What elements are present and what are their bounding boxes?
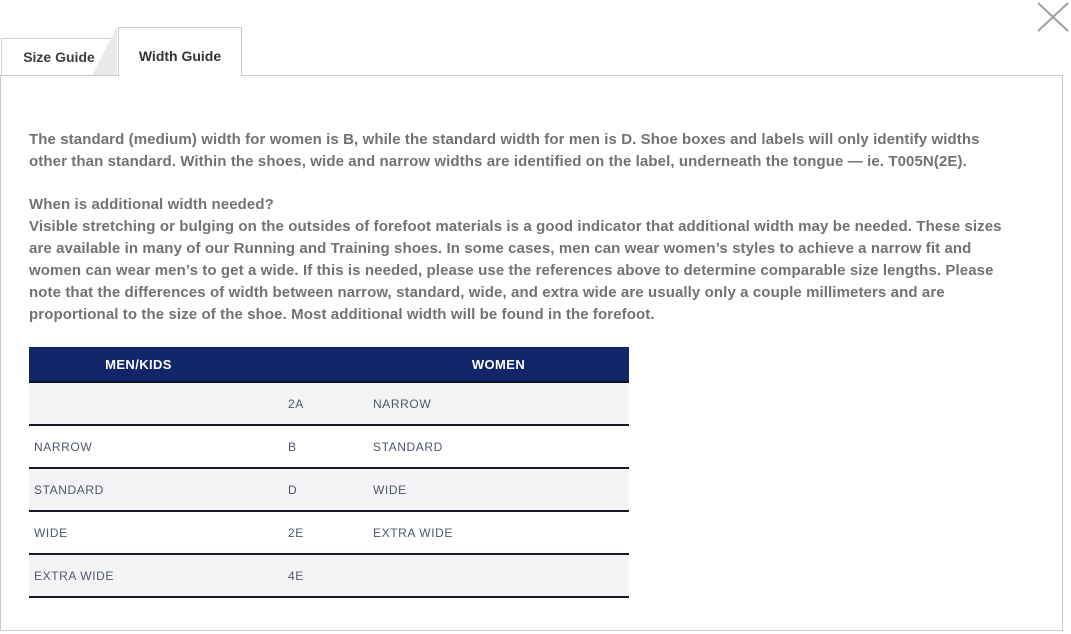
cell-men-label: WIDE: [29, 511, 248, 554]
header-women: WOMEN: [368, 347, 629, 382]
cell-men-label: STANDARD: [29, 468, 248, 511]
cell-width-code: 4E: [248, 554, 368, 597]
header-men-kids: MEN/KIDS: [29, 347, 248, 382]
width-comparison-table: [29, 347, 629, 598]
intro-paragraph: The standard (medium) width for women is B, while the standard width for men is D. Shoe boxes and labels will only identify widths other than standard. Within the shoes, wide and narrow widths are identified on the label, underneath the tongue — ie. T005N(2E).: [29, 131, 980, 170]
additional-width-answer: Visible stretching or bulging on the outsides of forefoot materials is a good indicator that additional width may be needed. These sizes are available in many of our Running and Training shoes. In some cases, men can wear women’s styles to achieve a narrow fit and women can wear men’s to get a wide. If this is needed, please use the references above to determine comparable size lengths. Please note that the differences of width between narrow, standard, wide, and extra wide are usually only a couple millimeters and are proportional to the size of the shoe. Most additional width will be found in the forefoot.: [29, 218, 1002, 323]
cell-women-label: [368, 554, 629, 597]
cell-width-code: 2E: [248, 511, 368, 554]
table-row: [29, 468, 629, 511]
header-spacer: [248, 347, 368, 382]
cell-width-code: B: [248, 425, 368, 468]
cell-men-label: EXTRA WIDE: [29, 554, 248, 597]
close-button[interactable]: [1036, 1, 1070, 33]
close-icon: [1036, 1, 1070, 33]
cell-women-label: NARROW: [368, 382, 629, 425]
tab-size-guide-label: Size Guide: [23, 49, 95, 65]
additional-width-question: When is additional width needed?: [29, 196, 274, 213]
table-row: [29, 425, 629, 468]
cell-women-label: EXTRA WIDE: [368, 511, 629, 554]
table-row: [29, 382, 629, 425]
table-row: [29, 554, 629, 597]
additional-width-paragraph: [29, 194, 1019, 326]
table-header-row: [29, 347, 629, 382]
cell-width-code: 2A: [248, 382, 368, 425]
cell-women-label: STANDARD: [368, 425, 629, 468]
table-row: [29, 511, 629, 554]
tab-width-guide[interactable]: [118, 27, 242, 76]
tab-width-guide-label: Width Guide: [138, 48, 222, 64]
width-guide-panel: [0, 75, 1063, 631]
cell-men-label: NARROW: [29, 425, 248, 468]
cell-women-label: WIDE: [368, 468, 629, 511]
cell-width-code: D: [248, 468, 368, 511]
cell-men-label: [29, 382, 248, 425]
